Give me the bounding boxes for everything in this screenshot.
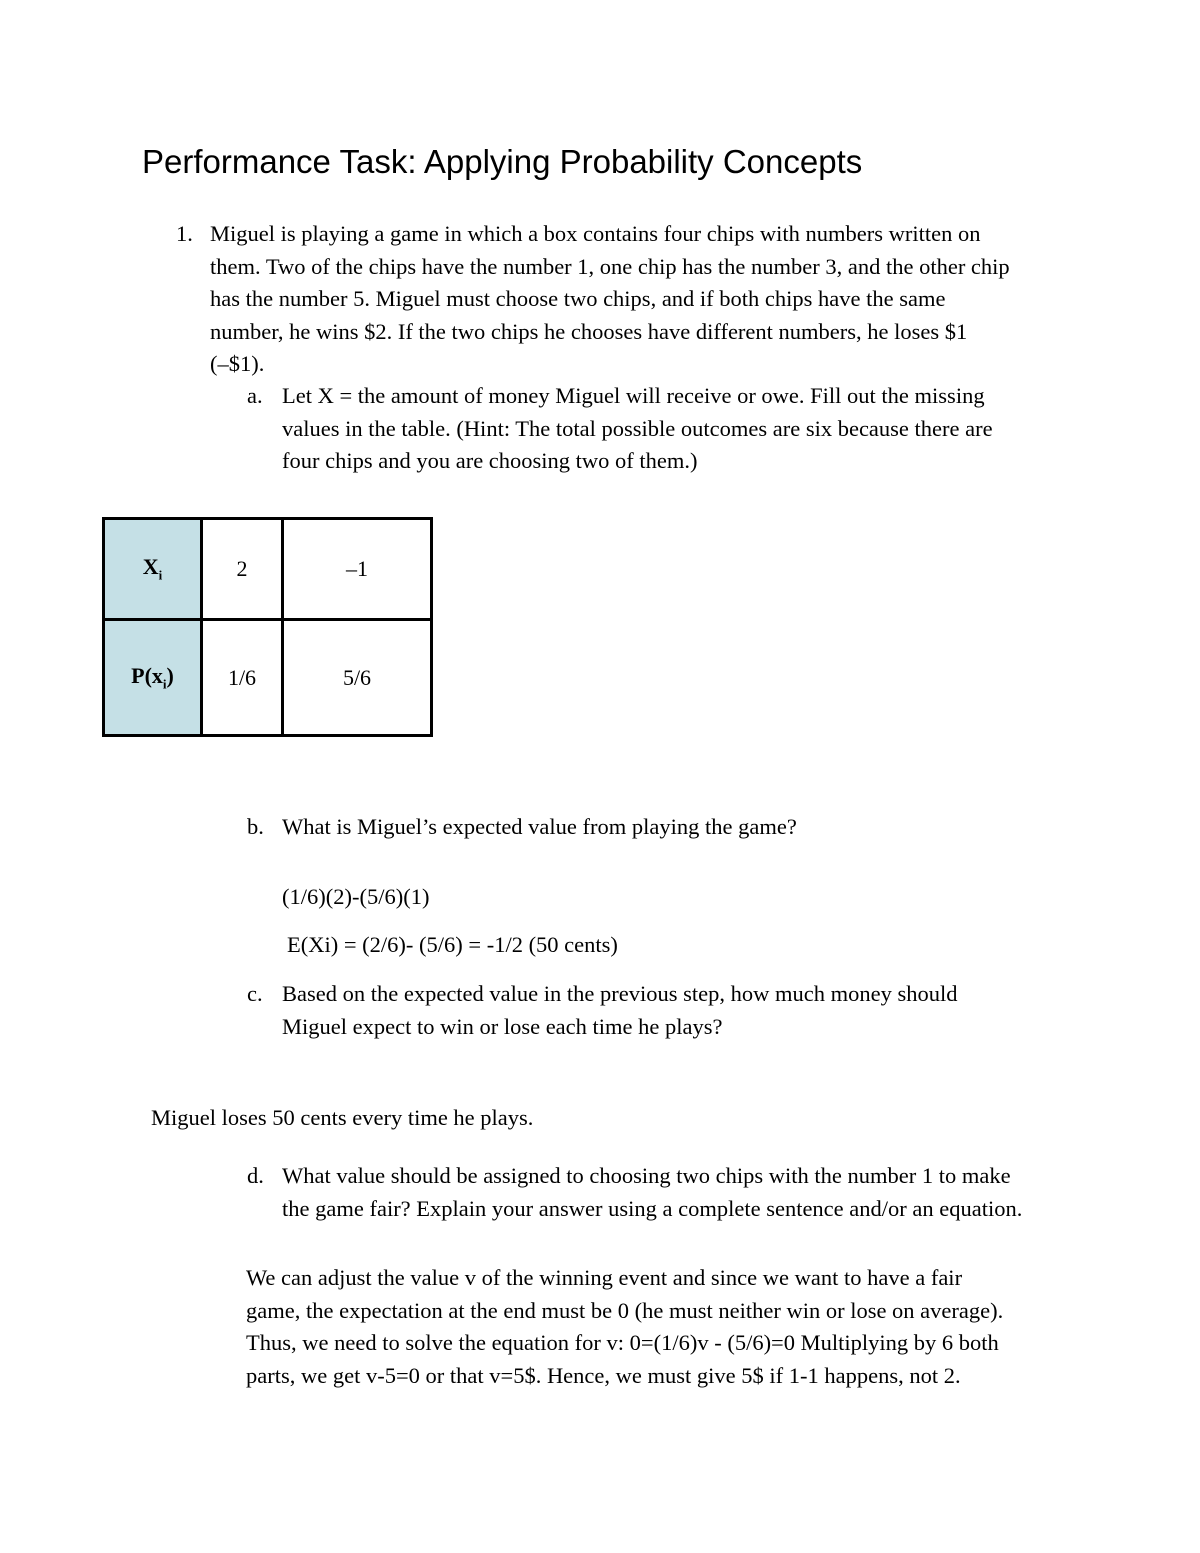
part-d-line: the game fair? Explain your answer using a complete sentence and/or an equation.: [282, 1195, 1023, 1221]
part-d-answer-line: We can adjust the value v of the winning event and since we want to have a fair: [246, 1265, 963, 1290]
part-a-marker: a.: [247, 383, 263, 408]
part-d-line: What value should be assigned to choosing two chips with the number 1 to make: [282, 1163, 1011, 1188]
part-a-line: values in the table. (Hint: The total possible outcomes are six because there are: [282, 415, 993, 441]
p-header-prefix: P(x: [131, 662, 163, 688]
x-value-cell: –1: [283, 519, 432, 620]
p-header-subscript: i: [162, 676, 167, 692]
part-a-line: Let X = the amount of money Miguel will receive or owe. Fill out the missing: [282, 383, 985, 408]
probability-table: [102, 517, 433, 737]
x-header-subscript: i: [158, 567, 163, 583]
x-header: X: [142, 554, 159, 580]
part-c-line: Miguel expect to win or lose each time he plays?: [282, 1013, 723, 1039]
part-c-answer: Miguel loses 50 cents every time he plays.: [151, 1105, 534, 1130]
part-a-line: four chips and you are choosing two of them.): [282, 448, 698, 473]
page-title: Performance Task: Applying Probability Concepts: [142, 143, 863, 180]
table-row-x: [104, 519, 432, 620]
p-value-cell: 1/6: [202, 620, 283, 736]
part-d-answer-line: game, the expectation at the end must be 0 (he must neither win or lose on average).: [246, 1297, 1004, 1323]
table-row-p: [104, 620, 432, 736]
part-a-text: [282, 380, 993, 478]
question-line: Miguel is playing a game in which a box contains four chips with numbers written on: [210, 221, 981, 246]
part-c-text: [282, 978, 957, 1043]
part-c-marker: c.: [247, 981, 263, 1006]
part-d-answer-line: parts, we get v-5=0 or that v=5$. Hence, we must give 5$ if 1-1 happens, not 2.: [246, 1362, 961, 1388]
question-line: them. Two of the chips have the number 1, one chip has the number 3, and the other chip: [210, 253, 1010, 279]
part-b-question: What is Miguel’s expected value from playing the game?: [282, 814, 797, 839]
x-header-cell: [104, 519, 202, 620]
question-text: [210, 218, 1010, 381]
part-d-text: [282, 1160, 1022, 1225]
part-c-line: Based on the expected value in the previous step, how much money should: [282, 981, 958, 1006]
part-b-marker: b.: [247, 814, 264, 839]
part-d-answer: [246, 1262, 1003, 1392]
question-line: has the number 5. Miguel must choose two chips, and if both chips have the same: [210, 286, 946, 311]
x-value-cell: 2: [202, 519, 283, 620]
p-value-cell: 5/6: [283, 620, 432, 736]
question-line: (–$1).: [210, 351, 265, 376]
question-number: 1.: [176, 221, 193, 246]
part-b-work-line: E(Xi) = (2/6)- (5/6) = -1/2 (50 cents): [287, 932, 618, 957]
question-line: number, he wins $2. If the two chips he chooses have different numbers, he loses $1: [210, 318, 968, 344]
p-header-cell: [104, 620, 202, 736]
part-b-work-line: (1/6)(2)-(5/6)(1): [282, 884, 430, 909]
p-header-suffix: ): [166, 662, 174, 688]
part-d-marker: d.: [247, 1163, 264, 1188]
part-d-answer-line: Thus, we need to solve the equation for v: 0=(1/6)v - (5/6)=0 Multiplying by 6 both: [246, 1330, 999, 1355]
